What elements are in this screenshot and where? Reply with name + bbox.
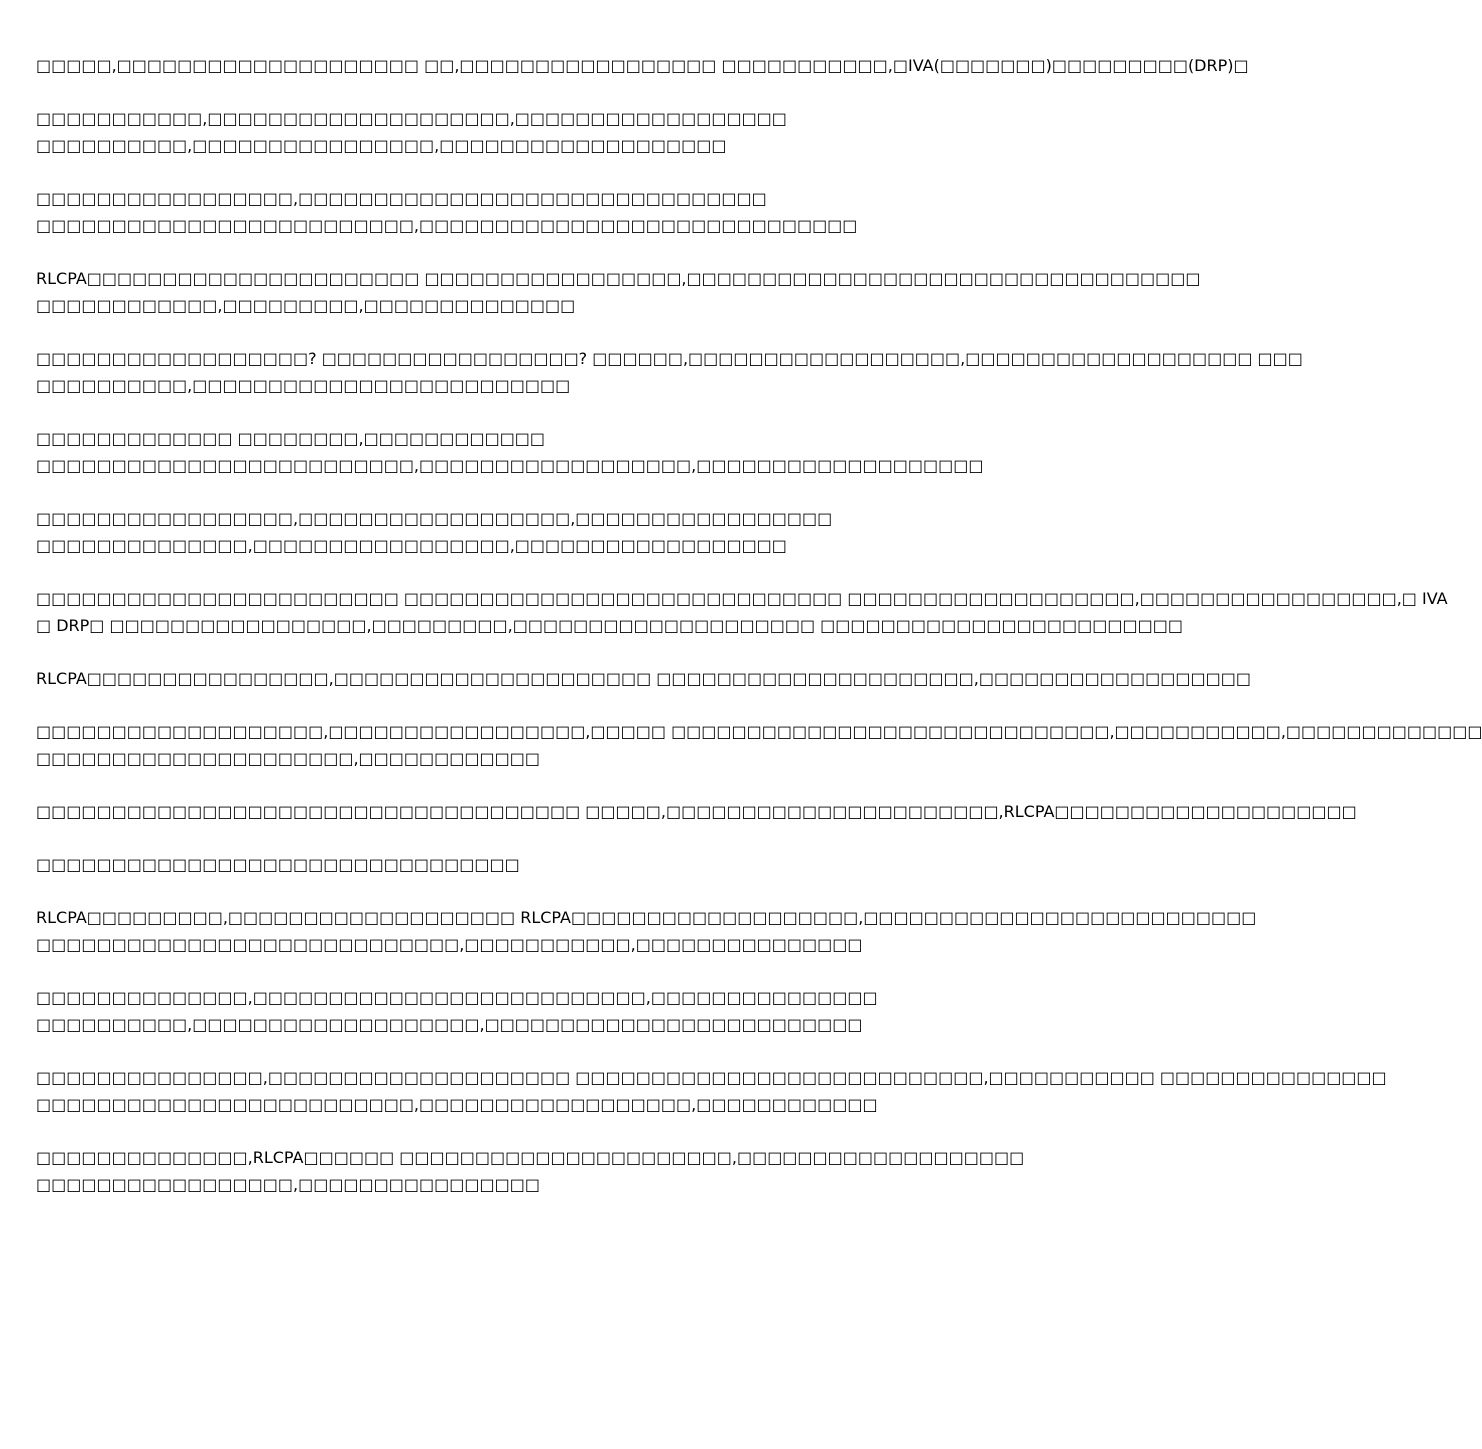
paragraph [36,185,996,239]
text-line: □□□□□□□□□□□□□□□□□□□,□□□□□□□□□□□□□□□□□,□□□□□ □□□□□□□□□□□□□□□□□□□□□□□□□□□□□,□□□□□□□□□□□,□□□□□□□□□□□□□ [36,722,1482,741]
paragraph [36,585,1448,639]
text-line: □□□□□□□□□□□□□□□□□□? □□□□□□□□□□□□□□□□□? □□□□□□,□□□□□□□□□□□□□□□□□□,□□□□□□□□□□□□□□□□□□□ □□□ [36,349,1303,368]
text-line: □□□□□□□□□□,□□□□□□□□□□□□□□□□□□□,□□□□□□□□□□□□□□□□□□□□□□□□□ [36,1015,863,1034]
text-line: □□□□□□□□□□□□□□,□□□□□□□□□□□□□□□□□,□□□□□□□□□□□□□□□□□□ [36,536,787,555]
text-line: □□□□□□□□□□□□□□,RLCPA□□□□□□ □□□□□□□□□□□□□□□□□□□□□□,□□□□□□□□□□□□□□□□□□□ [36,1148,1025,1167]
text-line: □□□□□□□□□□□□□□□□□□□□□□□□ □□□□□□□□□□□□□□□□□□□□□□□□□□□□□ □□□□□□□□□□□□□□□□□□□,□□□□□□□□□□□□□□□□□,□ IVA [36,589,1448,608]
text-line: RLCPA□□□□□□□□□,□□□□□□□□□□□□□□□□□□□ RLCPA□□□□□□□□□□□□□□□□□□□,□□□□□□□□□□□□□□□□□□□□□□□□□□ [36,908,1257,927]
text-line: □□□□□□□□□□□□□□□□□,□□□□□□□□□□□□□□□□□□,□□□□□□□□□□□□□□□□□ [36,509,833,528]
paragraph [36,425,996,479]
text-line: □□□□□□□□□□□□□□□□□□□□□□□□□□□□□□□□□□□□ □□□□□,□□□□□□□□□□□□□□□□□□□□□□,RLCPA□□□□□□□□□□□□□□□□□□□□ [36,802,1357,821]
text-line: RLCPA□□□□□□□□□□□□□□□□,□□□□□□□□□□□□□□□□□□□□□ □□□□□□□□□□□□□□□□□□□□□,□□□□□□□□□□□□□□□□□□ [36,669,1251,688]
text-line: □□□□□□□□□□□□□□,□□□□□□□□□□□□□□□□□□□□□□□□□□,□□□□□□□□□□□□□□□ [36,988,878,1007]
text-line: □□□□□□□□□□□□□□□□□,□□□□□□□□□□□□□□□□□□□□□□□□□□□□□□□ [36,189,767,208]
text-line: □□□□□□□□□□□,□□□□□□□□□□□□□□□□□□□□,□□□□□□□□□□□□□□□□□□ [36,109,787,128]
text-line: □□□□□□□□□□□□□□□□□,□□□□□□□□□□□□□□□□ [36,1175,540,1194]
paragraph [36,904,1257,958]
text-line: □ DRP□ □□□□□□□□□□□□□□□□□,□□□□□□□□□,□□□□□□□□□□□□□□□□□□□□ □□□□□□□□□□□□□□□□□□□□□□□□ [36,616,1183,635]
paragraph [36,665,1251,692]
paragraph [36,1144,1025,1198]
text-line: □□□□□□□□□□,□□□□□□□□□□□□□□□□,□□□□□□□□□□□□□□□□□□□ [36,136,727,155]
text-line: □□□□□,□□□□□□□□□□□□□□□□□□□□ □□,□□□□□□□□□□□□□□□□□ □□□□□□□□□□□,□IVA(□□□□□□□)□□□□□□□□□(DRP)□ [36,56,1249,75]
text-line: RLCPA□□□□□□□□□□□□□□□□□□□□□□ □□□□□□□□□□□□□□□□□,□□□□□□□□□□□□□□□□□□□□□□□□□□□□□□□□□□ [36,269,1201,288]
paragraph [36,265,1201,319]
text-line: □□□□□□□□□□,□□□□□□□□□□□□□□□□□□□□□□□□□ [36,376,571,395]
paragraph [36,345,1303,399]
text-line: □□□□□□□□□□□□□□□□□□□□□□□□□□□□□□□□ [36,855,520,874]
paragraph [36,798,1357,825]
paragraph [36,52,1249,79]
text-line: □□□□□□□□□□□□□□□□□□□□□□□□□,□□□□□□□□□□□□□□□□□□□□□□□□□□□□□ [36,216,858,235]
paragraph [36,1064,1387,1118]
paragraph [36,505,996,559]
paragraph [36,851,996,878]
text-line: □□□□□□□□□□□□□□□□□□□□□,□□□□□□□□□□□□ [36,749,540,768]
text-line: □□□□□□□□□□□□,□□□□□□□□□,□□□□□□□□□□□□□□ [36,296,576,315]
paragraph [36,984,996,1038]
text-line: □□□□□□□□□□□□□□□□□□□□□□□□□□□□,□□□□□□□□□□□,□□□□□□□□□□□□□□□ [36,935,863,954]
document-page [36,52,1482,1224]
paragraph [36,105,996,159]
text-line: □□□□□□□□□□□□□□□□□□□□□□□□□,□□□□□□□□□□□□□□□□□□,□□□□□□□□□□□□ [36,1095,878,1114]
paragraph [36,718,1482,772]
text-line: □□□□□□□□□□□□□□□,□□□□□□□□□□□□□□□□□□□□ □□□□□□□□□□□□□□□□□□□□□□□□□□□,□□□□□□□□□□□ □□□□□□□□□□□□□□□ [36,1068,1387,1087]
text-line: □□□□□□□□□□□□□□□□□□□□□□□□□,□□□□□□□□□□□□□□□□□□,□□□□□□□□□□□□□□□□□□□ [36,456,984,475]
text-line: □□□□□□□□□□□□□ □□□□□□□□,□□□□□□□□□□□□ [36,429,546,448]
